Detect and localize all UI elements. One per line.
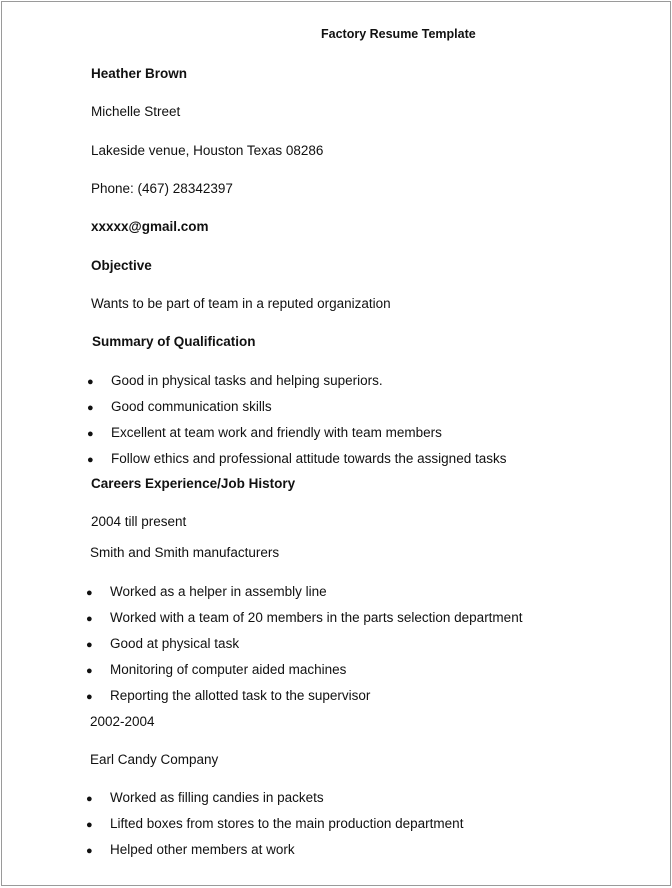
bullet-icon: ● bbox=[86, 613, 93, 625]
bullet-icon: ● bbox=[86, 819, 93, 831]
job-item: Monitoring of computer aided machines bbox=[110, 662, 347, 677]
bullet-icon: ● bbox=[87, 454, 94, 466]
job-company: Smith and Smith manufacturers bbox=[90, 545, 280, 560]
job-item: Lifted boxes from stores to the main production department bbox=[110, 816, 464, 831]
objective-text: Wants to be part of team in a reputed organization bbox=[91, 296, 391, 311]
phone-number: Phone: (467) 28342397 bbox=[91, 181, 233, 196]
summary-heading: Summary of Qualification bbox=[92, 334, 256, 349]
bullet-icon: ● bbox=[86, 845, 93, 857]
bullet-icon: ● bbox=[86, 639, 93, 651]
summary-item: Excellent at team work and friendly with team members bbox=[111, 425, 442, 440]
bullet-icon: ● bbox=[86, 691, 93, 703]
job-item: Good at physical task bbox=[110, 636, 240, 651]
bullet-icon: ● bbox=[86, 793, 93, 805]
summary-item: Good in physical tasks and helping superiors. bbox=[111, 373, 383, 388]
job-period: 2002-2004 bbox=[90, 714, 155, 729]
document-title: Factory Resume Template bbox=[321, 27, 476, 41]
job-item: Helped other members at work bbox=[110, 842, 295, 857]
job-item: Worked as a helper in assembly line bbox=[110, 584, 327, 599]
bullet-icon: ● bbox=[86, 587, 93, 599]
job-company: Earl Candy Company bbox=[90, 752, 219, 767]
address-line-1: Michelle Street bbox=[91, 104, 181, 119]
email-address: xxxxx@gmail.com bbox=[91, 219, 209, 234]
summary-item: Follow ethics and professional attitude towards the assigned tasks bbox=[111, 451, 507, 466]
bullet-icon: ● bbox=[86, 665, 93, 677]
candidate-name: Heather Brown bbox=[91, 66, 188, 81]
job-period: 2004 till present bbox=[91, 514, 187, 529]
objective-heading: Objective bbox=[91, 258, 152, 273]
job-item: Worked as filling candies in packets bbox=[110, 790, 324, 805]
summary-item: Good communication skills bbox=[111, 399, 272, 414]
careers-heading: Careers Experience/Job History bbox=[91, 476, 296, 491]
bullet-icon: ● bbox=[87, 402, 94, 414]
bullet-icon: ● bbox=[87, 428, 94, 440]
job-item: Worked with a team of 20 members in the parts selection department bbox=[110, 610, 523, 625]
resume-page bbox=[1, 1, 671, 886]
job-item: Reporting the allotted task to the supervisor bbox=[110, 688, 371, 703]
bullet-icon: ● bbox=[87, 376, 94, 388]
address-line-2: Lakeside venue, Houston Texas 08286 bbox=[91, 143, 324, 158]
